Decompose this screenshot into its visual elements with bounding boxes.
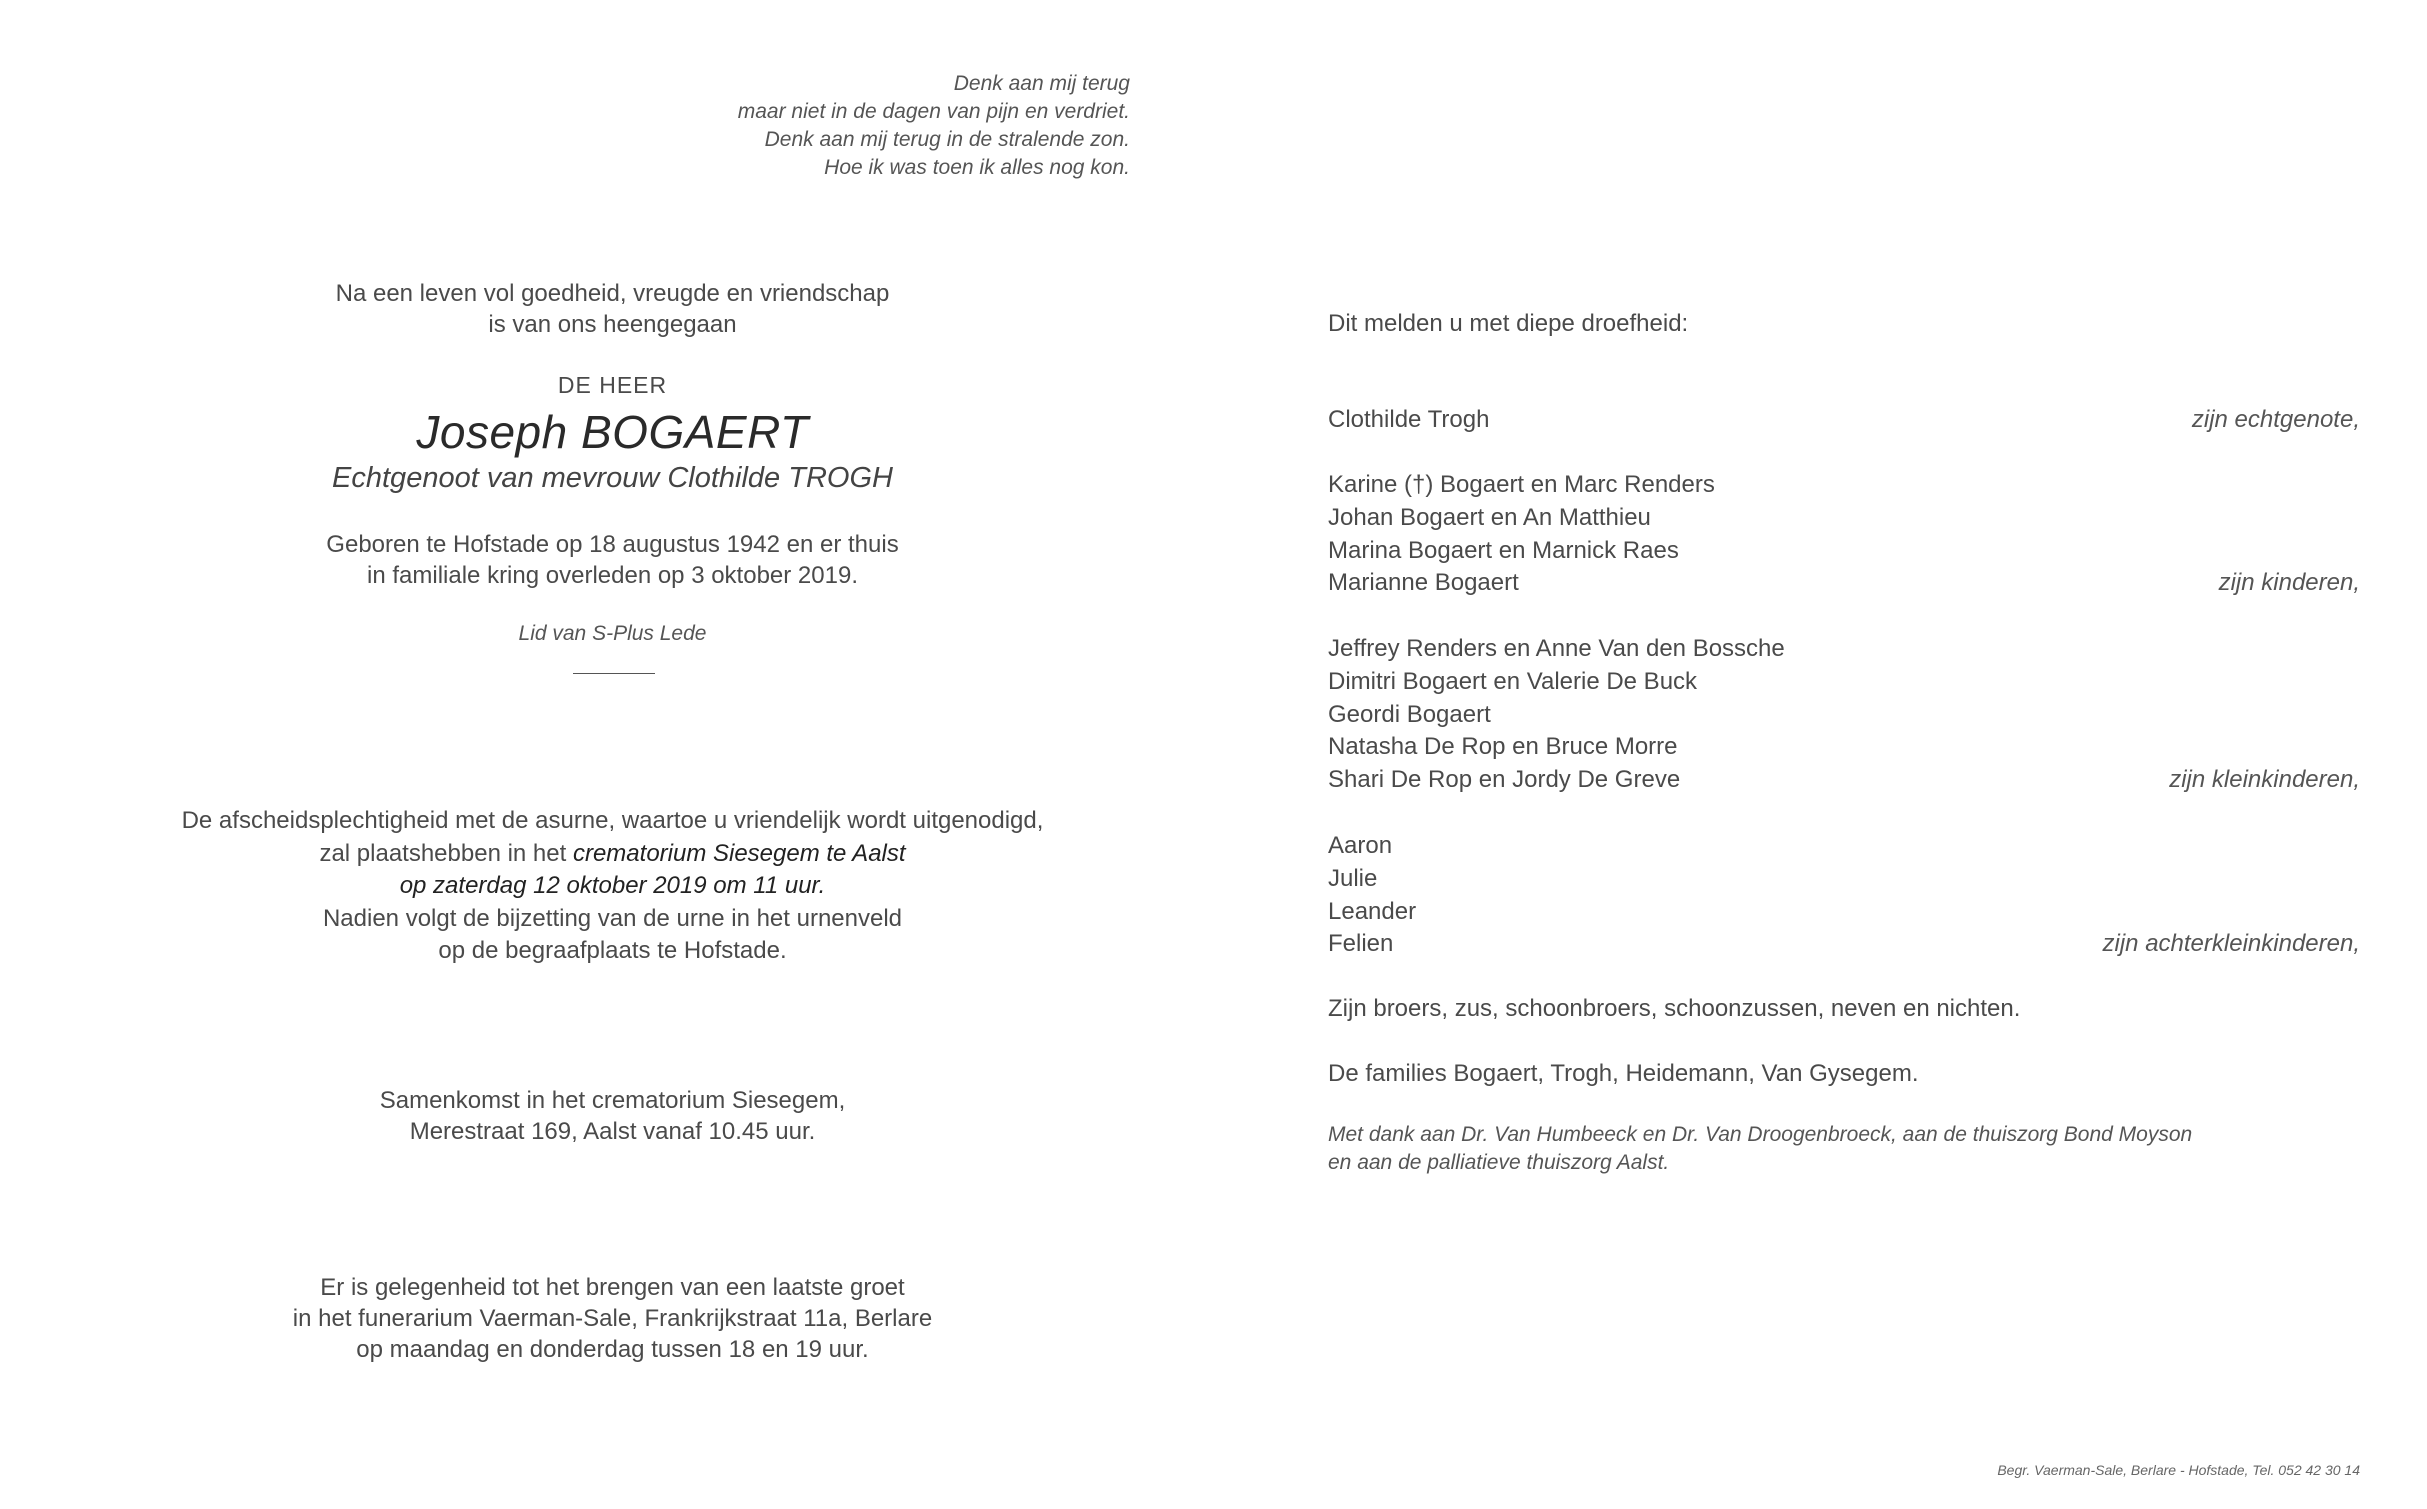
membership: Lid van S-Plus Lede [518,622,707,645]
poem [620,70,1130,182]
intro-line: Na een leven vol goedheid, vreugde en vriendschap [335,280,890,307]
ceremony-text [130,805,1095,968]
siblings-line: Zijn broers, zus, schoonbroers, schoonzussen, neven en nichten. [1328,995,2021,1022]
family-member: Geordi Bogaert [1328,700,1491,728]
family-row [1328,567,2360,600]
relation-label: zijn achterkleinkinderen, [2102,930,2360,958]
birth-death-line: Geboren te Hofstade op 18 augustus 1942 en er thuis [326,531,899,558]
birth-death-line: in familiale kring overleden op 3 oktober 2019. [367,562,858,589]
family-member: Leander [1328,897,1417,925]
ceremony-line: op de begraafplaats te Hofstade. [438,937,787,964]
meeting-line: Samenkomst in het crematorium Siesegem, [379,1087,846,1114]
ceremony-line-prefix: zal plaatshebben in het [319,839,573,867]
visitation-line: op maandag en donderdag tussen 18 en 19 uur. [356,1336,869,1363]
title-prefix: DE HEER [557,372,668,398]
family-member: Johan Bogaert en An Matthieu [1328,503,1651,531]
spouse-line: Echtgenoot van mevrouw Clothilde TROGH [332,462,893,494]
ceremony-line [130,870,1095,903]
visitation-text [130,1272,1095,1365]
family-row [1328,469,2360,502]
family-row [1328,731,2360,764]
funeral-home-footer: Begr. Vaerman-Sale, Berlare - Hofstade, Tel. 052 42 30 14 [1997,1462,2360,1478]
ceremony-line: Nadien volgt de bijzetting van de urne in het urnenveld [322,904,903,932]
poem-line: Denk aan mij terug [953,72,1130,95]
family-row [1328,863,2360,896]
family-row [1328,404,2360,437]
family-member: Aaron [1328,832,1393,859]
intro-text [130,278,1095,340]
family-row [1328,699,2360,732]
poem-line: Hoe ik was toen ik alles nog kon. [824,156,1130,179]
relation-label: zijn kleinkinderen, [2169,766,2360,794]
ceremony-line: De afscheidsplechtigheid met de asurne, waartoe u vriendelijk wordt uitgenodigd, [181,807,1044,834]
families-line: De families Bogaert, Trogh, Heidemann, Van Gysegem. [1328,1060,1919,1087]
visitation-line: Er is gelegenheid tot het brengen van een laatste groet [320,1274,905,1301]
family-row [1328,666,2360,699]
announcement-heading: Dit melden u met diepe droefheid: [1328,310,1689,337]
relation-label: zijn kinderen, [2218,569,2360,597]
family-member: Marina Bogaert en Marnick Raes [1328,536,1679,564]
family-member: Dimitri Bogaert en Valerie De Buck [1328,667,1698,695]
family-member: Natasha De Rop en Bruce Morre [1328,733,1678,761]
poem-line: maar niet in de dagen van pijn en verdriet. [737,100,1130,123]
ceremony-location: crematorium Siesegem te Aalst [572,839,906,867]
deceased-name: Joseph BOGAERT [416,406,809,458]
family-member: Felien [1328,930,1394,958]
family-row [1328,764,2360,797]
family-row [1328,633,2360,666]
family-member: Marianne Bogaert [1328,569,1519,597]
ceremony-datetime: op zaterdag 12 oktober 2019 om 11 uur. [399,872,826,899]
birth-death-text [130,529,1095,591]
intro-line: is van ons heengegaan [488,311,737,338]
family-member: Julie [1328,864,1378,892]
poem-line: Denk aan mij terug in de stralende zon. [764,128,1130,151]
thanks-text [1328,1121,2360,1177]
meeting-text [130,1085,1095,1147]
thanks-line: Met dank aan Dr. Van Humbeeck en Dr. Van Droogenbroeck, aan de thuiszorg Bond Moyson [1328,1123,2193,1146]
family-row [1328,830,2360,863]
family-group-spouse [1328,404,2360,437]
family-group-grandchildren [1328,633,2360,797]
family-row [1328,928,2360,961]
ceremony-line [130,838,1095,871]
family-member: Clothilde Trogh [1328,406,1490,433]
family-member: Karine (†) Bogaert en Marc Renders [1328,471,1715,498]
family-member: Jeffrey Renders en Anne Van den Bossche [1328,635,1785,662]
family-row [1328,896,2360,929]
family-group-children [1328,469,2360,600]
thanks-line: en aan de palliatieve thuiszorg Aalst. [1328,1151,1670,1174]
family-row [1328,502,2360,535]
visitation-line: in het funerarium Vaerman-Sale, Frankrijkstraat 11a, Berlare [292,1305,933,1332]
meeting-line: Merestraat 169, Aalst vanaf 10.45 uur. [409,1118,816,1145]
relation-label: zijn echtgenote, [2191,406,2360,433]
family-member: Shari De Rop en Jordy De Greve [1328,766,1681,794]
family-group-great-grandchildren [1328,830,2360,961]
family-row [1328,535,2360,568]
divider-line [573,673,655,674]
